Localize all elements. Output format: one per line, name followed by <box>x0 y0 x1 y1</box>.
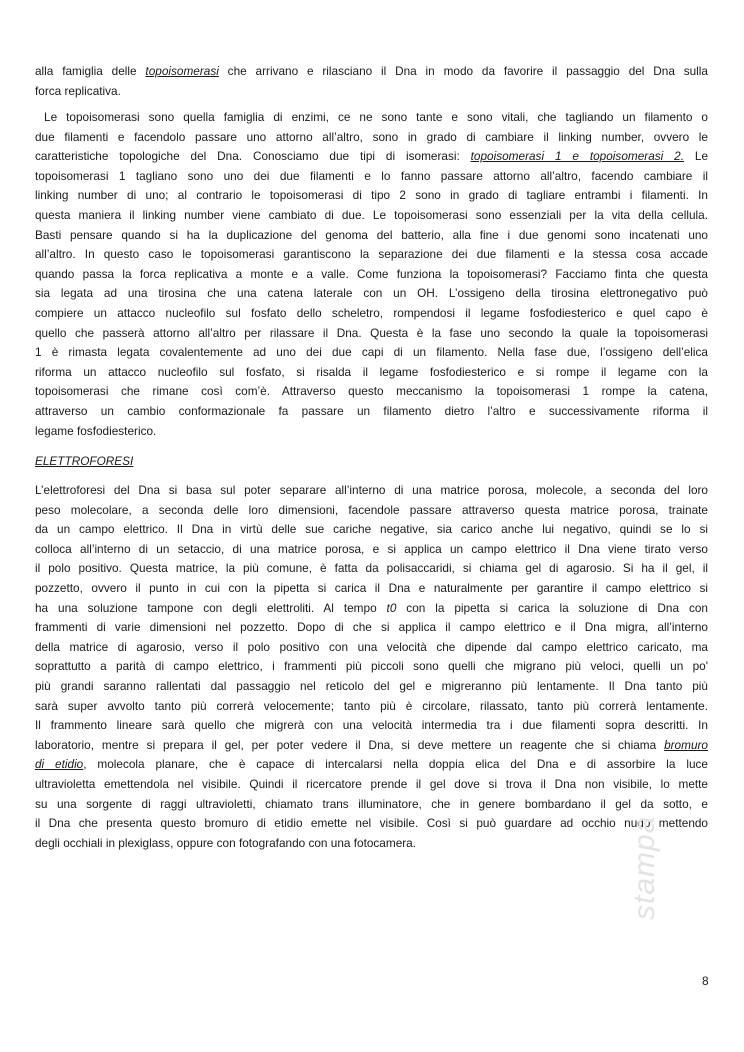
text-segment: laboratorio, mentre si prepara il gel, per poter vedere il Dna, si deve mettere un reagente che si chiama <box>35 737 665 752</box>
text-line: linking number di uno; al contrario le topoisomerasi di tipo 2 sono in grado di tagliare entrambi i filamenti. In <box>35 188 708 203</box>
text-line <box>35 736 708 756</box>
text-line: questa maniera il linking number viene cambiato di due. Le topoisomerasi sono essenziali per la vita della cellula. <box>35 207 708 222</box>
text-line: peso molecolare, a seconda delle loro dimensioni, facendole passare attraverso questa matrice porosa, trainate <box>35 502 708 517</box>
text-line: quando passa la forca replicativa a monte e a valle. Come funziona la topoisomerasi? Facciamo finta che questa <box>35 266 708 281</box>
text-line: pozzetto, ovvero il punto in cui con la pipetta si carica il Dna e naturalmente per garantire il campo elettrico si <box>35 580 708 595</box>
paragraph-elettroforesi <box>35 481 708 853</box>
text-line: quello che passerà attorno all’altro per rilassare il Dna. Questa è la fase uno secondo la quale la topoisomerasi <box>35 325 708 340</box>
text-line <box>35 62 708 82</box>
text-line: Basti pensare quando si ha la duplicazione del genoma del batterio, alla fine i due genomi sono incatenati uno <box>35 227 708 242</box>
text-segment: , molecola planare, che è capace di intercalarsi nella doppia elica del Dna e di assorbire la luce <box>83 757 708 772</box>
emphasized-term: t0 <box>386 600 397 615</box>
text-line: attraverso un cambio conformazionale fa passare un filamento dietro l’altro e successivamente riforma il <box>35 403 708 418</box>
text-line: da un campo elettrico. Il Dna in virtù delle sue cariche negative, sia carico anche lui negativo, quindi se lo si <box>35 522 708 537</box>
text-line: il Dna che presenta questo bromuro di etidio emette nel visibile. Così si può guardare ad occhio nudo mettendo <box>35 816 708 831</box>
page-number: 8 <box>702 974 709 988</box>
emphasized-term: bromuro <box>664 737 708 752</box>
text-line <box>35 147 708 167</box>
text-line: legame fosfodiesterico. <box>35 423 157 438</box>
text-line: della matrice di agarosio, verso il polo positivo con una velocità che dipende dal campo elettrico caricato, ma <box>35 639 708 654</box>
text-segment: alla famiglia delle <box>35 64 146 78</box>
text-line: su una sorgente di raggi ultravioletti, chiamato trans illuminatore, che in genere bombardano il gel da sotto, e <box>35 796 708 811</box>
text-segment: ha una soluzione tampone con degli elettroliti. Al tempo <box>35 600 387 615</box>
text-line <box>35 599 708 619</box>
emphasized-term: topoisomerasi 1 e topoisomerasi 2. <box>470 149 684 164</box>
text-line: degli occhiali in plexiglass, oppure con fotografando con una fotocamera. <box>35 835 417 850</box>
text-line: sia legata ad una tirosina che una catena laterale con un OH. L’ossigeno della tirosina elettronegativo può <box>35 286 708 301</box>
text-line: forca replicativa. <box>35 83 121 98</box>
text-line: topoisomerasi 1 tagliano sono uno dei due filamenti e lo fanno passare attorno all’altro, facendo cambiare il <box>35 168 708 183</box>
text-line: soprattutto a parità di campo elettrico, i frammenti più piccoli sono quelli che migrano più veloci, quelli un po' <box>35 659 708 674</box>
text-line: compiere un attacco nucleofilo sul fosfato dello scheletro, rompendosi il legame fosfodiesterico e quel capo è <box>35 305 708 320</box>
emphasized-term: di etidio <box>35 757 84 772</box>
emphasized-term: topoisomerasi <box>145 64 219 78</box>
paragraph-topoisomerasi-intro <box>35 62 708 101</box>
text-line: due filamenti e facendolo passare uno attorno all’altro, sono in grado di cambiare il linking number, ovvero le <box>35 129 708 144</box>
text-segment: che arrivano e rilasciano il Dna in modo da favorire il passaggio del Dna sulla <box>218 64 708 78</box>
text-line: 1 è rimasta legata covalentemente ad uno dei due capi di un filamento. Nella fase due, l’ossigeno dell’elica <box>35 345 708 360</box>
text-line: L’elettroforesi del Dna si basa sul poter separare all’interno di una matrice porosa, molecole, a seconda del loro <box>35 483 708 497</box>
text-line: topoisomerasi che rimane così com’è. Attraverso questo meccanismo la topoisomerasi 1 rompe la catena, <box>35 384 708 399</box>
text-line: colloca all’interno di un setaccio, di una matrice porosa, e si applica un campo elettrico il Dna viene tirato verso <box>35 541 708 556</box>
watermark: stampa <box>628 815 661 920</box>
text-line: frammenti di varie dimensioni nel pozzetto. Dopo di che si applica il campo elettrico e il Dna migra, all’interno <box>35 620 708 635</box>
text-line <box>35 755 708 775</box>
section-heading-elettroforesi: ELETTROFORESI <box>35 454 134 468</box>
text-line: Le topoisomerasi sono quella famiglia di enzimi, ce ne sono tante e sono vitali, che tagliando un filamento o <box>35 110 708 124</box>
text-segment: Le <box>684 149 709 164</box>
paragraph-topoisomerasi <box>35 108 708 441</box>
text-segment: con la pipetta si carica la soluzione di Dna con <box>396 600 708 615</box>
text-line: all’altro. In questo caso le topoisomerasi garantiscono la separazione dei due filamenti e la stessa cosa accade <box>35 247 708 262</box>
text-segment: caratteristiche topologiche del Dna. Conosciamo due tipi di isomerasi: <box>35 149 471 164</box>
text-line: sarà super avvolto tanto più correrà velocemente; tanto più è circolare, rilassato, tanto più correrà lentamente. <box>35 698 708 713</box>
text-line: più grandi saranno rallentati dal passaggio nel reticolo del gel e migreranno più lentamente. Il Dna tanto più <box>35 678 708 693</box>
text-line: ultravioletta emettendola nel visibile. Quindi il ricercatore prende il gel dove si trova il Dna non visibile, lo mette <box>35 776 708 791</box>
text-line: riforma un attacco nucleofilo sul fosfato, si risalda il legame fosfodiesterico e si rompe il legame con la <box>35 364 708 379</box>
text-line: Il frammento lineare sarà quello che migrerà con una velocità intermedia tra i due filamenti sopra descritti. In <box>35 718 708 733</box>
text-line: il polo positivo. Questa matrice, la più comune, è fatta da polisaccaridi, si chiama gel di agarosio. Si ha il gel, il <box>35 561 708 576</box>
